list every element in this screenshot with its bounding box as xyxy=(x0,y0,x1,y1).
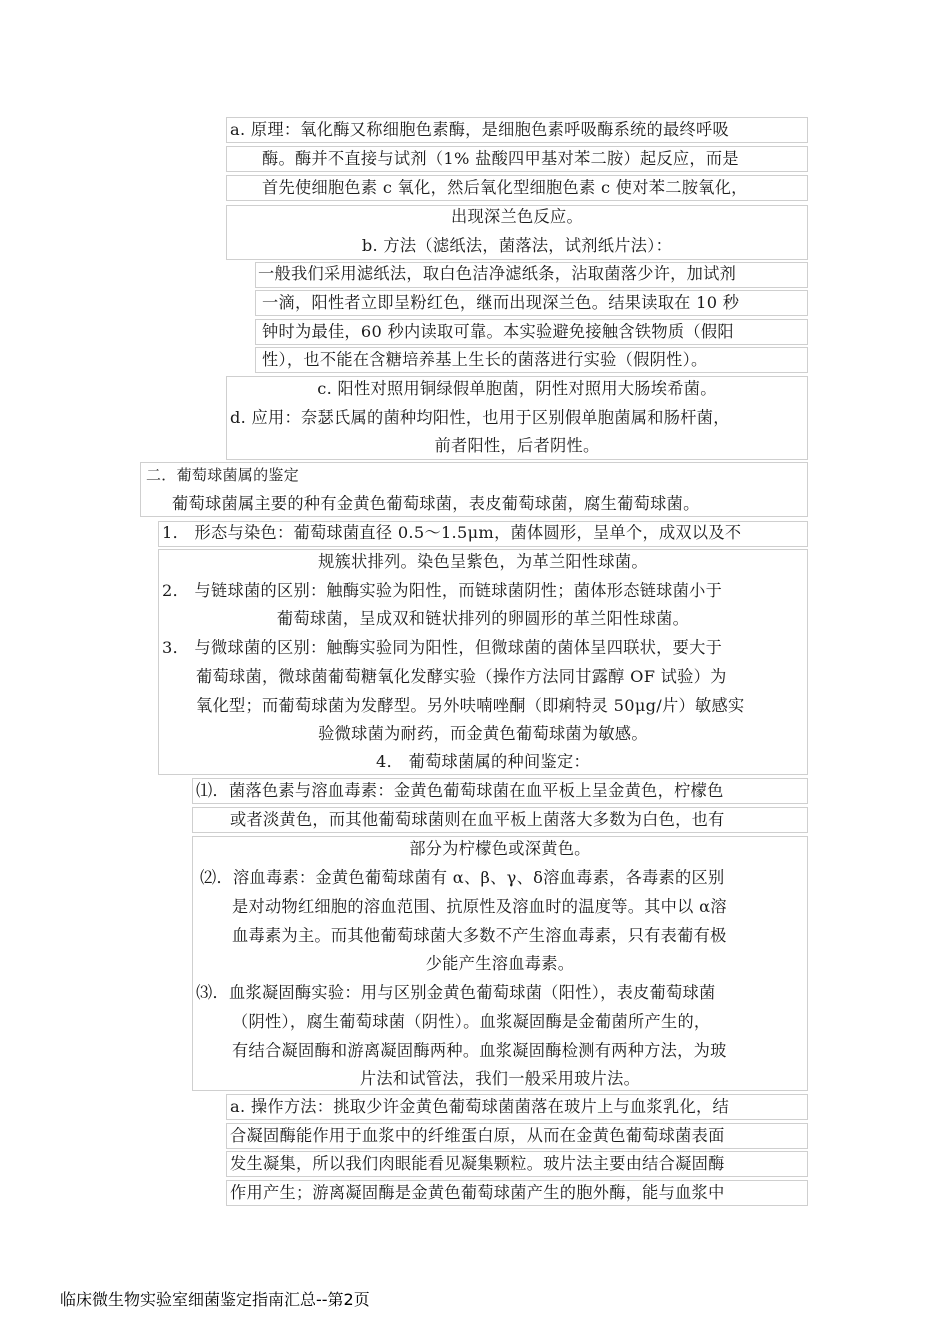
oxidase-method-line: 一滴，阳性者立即呈粉红色，继而出现深兰色。结果读取在 10 秒 xyxy=(262,293,740,312)
staph-operation-line: 发生凝集，所以我们肉眼能看见凝集颗粒。玻片法主要由结合凝固酶 xyxy=(230,1154,725,1173)
oxidase-method-line: 性），也不能在含糖培养基上生长的菌落进行实验（假阴性）。 xyxy=(262,350,708,369)
staph-heading: 二．葡萄球菌属的鉴定 xyxy=(146,466,300,484)
oxidase-method-line: 一般我们采用滤纸法，取白色洁净滤纸条，沾取菌落少许，加试剂 xyxy=(258,264,737,283)
staph-sub1-line: 部分为柠檬色或深黄色。 xyxy=(409,839,591,858)
staph-item3-line: 验微球菌为耐药，而金黄色葡萄球菌为敏感。 xyxy=(318,724,648,743)
oxidase-principle-line: 酶。酶并不直接与试剂（1% 盐酸四甲基对苯二胺）起反应，而是 xyxy=(262,149,739,168)
oxidase-method-line: 钟时为最佳，60 秒内读取可靠。本实验避免接触含铁物质（假阳 xyxy=(262,322,734,341)
page-footer: 临床微生物实验室细菌鉴定指南汇总--第2页 xyxy=(60,1290,370,1309)
oxidase-method-title: b. 方法（滤纸法，菌落法，试剂纸片法）： xyxy=(361,236,673,255)
staph-sub2-line: ⑵．溶血毒素：金黄色葡萄球菌有 α、β、γ、δ溶血毒素，各毒素的区别 xyxy=(200,868,725,887)
staph-item3-line: 3． 与微球菌的区别：触酶实验同为阳性，但微球菌的菌体呈四联状，要大于 xyxy=(162,638,723,657)
oxidase-application-line: 前者阳性，后者阴性。 xyxy=(434,436,600,455)
staph-item2-line: 2． 与链球菌的区别：触酶实验为阳性，而链球菌阴性；菌体形态链球菌小于 xyxy=(162,581,723,600)
staph-item1-line: 规簇状排列。染色呈紫色，为革兰阳性球菌。 xyxy=(318,552,648,571)
staph-sub3-line: 有结合凝固酶和游离凝固酶两种。血浆凝固酶检测有两种方法，为玻 xyxy=(232,1041,727,1060)
staph-operation-line: a. 操作方法：挑取少许金黄色葡萄球菌菌落在玻片上与血浆乳化，结 xyxy=(230,1097,729,1116)
oxidase-application-line: d. 应用：奈瑟氏属的菌种均阳性，也用于区别假单胞菌属和肠杆菌， xyxy=(230,408,730,427)
staph-operation-line: 作用产生；游离凝固酶是金黄色葡萄球菌产生的胞外酶，能与血浆中 xyxy=(230,1183,725,1202)
staph-operation-line: 合凝固酶能作用于血浆中的纤维蛋白原，从而在金黄色葡萄球菌表面 xyxy=(230,1126,725,1145)
oxidase-principle-line: a. 原理：氧化酶又称细胞色素酶，是细胞色素呼吸酶系统的最终呼吸 xyxy=(230,120,729,139)
staph-item3-line: 葡萄球菌，微球菌葡萄糖氧化发酵实验（操作方法同甘露醇 OF 试验）为 xyxy=(196,667,727,686)
staph-intro: 葡萄球菌属主要的种有金黄色葡萄球菌，表皮葡萄球菌，腐生葡萄球菌。 xyxy=(172,494,700,513)
staph-item4-title: 4． 葡萄球菌属的种间鉴定： xyxy=(376,752,590,771)
oxidase-control: c. 阳性对照用铜绿假单胞菌，阴性对照用大肠埃希菌。 xyxy=(317,379,717,398)
staph-item1-line: 1． 形态与染色：葡萄球菌直径 0.5～1.5μm，菌体圆形，呈单个，成双以及不 xyxy=(162,523,742,542)
staph-sub3-line: 片法和试管法，我们一般采用玻片法。 xyxy=(359,1069,641,1088)
staph-sub3-line: （阴性），腐生葡萄球菌（阴性）。血浆凝固酶是金葡菌所产生的， xyxy=(232,1012,711,1031)
staph-item3-line: 氧化型；而葡萄球菌为发酵型。另外呋喃唑酮（即痢特灵 50μg/片）敏感实 xyxy=(196,696,745,715)
oxidase-principle-line: 首先使细胞色素 c 氧化，然后氧化型细胞色素 c 使对苯二胺氧化， xyxy=(262,178,748,197)
staph-sub2-line: 是对动物红细胞的溶血范围、抗原性及溶血时的温度等。其中以 α溶 xyxy=(232,897,727,916)
staph-sub2-line: 少能产生溶血毒素。 xyxy=(425,954,575,973)
staph-sub1-line: ⑴．菌落色素与溶血毒素：金黄色葡萄球菌在血平板上呈金黄色，柠檬色 xyxy=(196,781,724,800)
staph-sub3-line: ⑶．血浆凝固酶实验：用与区别金黄色葡萄球菌（阳性），表皮葡萄球菌 xyxy=(196,983,716,1002)
staph-item2-line: 葡萄球菌，呈成双和链状排列的卵圆形的革兰阳性球菌。 xyxy=(276,609,690,628)
staph-sub2-line: 血毒素为主。而其他葡萄球菌大多数不产生溶血毒素，只有表葡有极 xyxy=(232,926,727,945)
staph-sub1-line: 或者淡黄色，而其他葡萄球菌则在血平板上菌落大多数为白色，也有 xyxy=(230,810,725,829)
oxidase-principle-line: 出现深兰色反应。 xyxy=(451,207,583,226)
